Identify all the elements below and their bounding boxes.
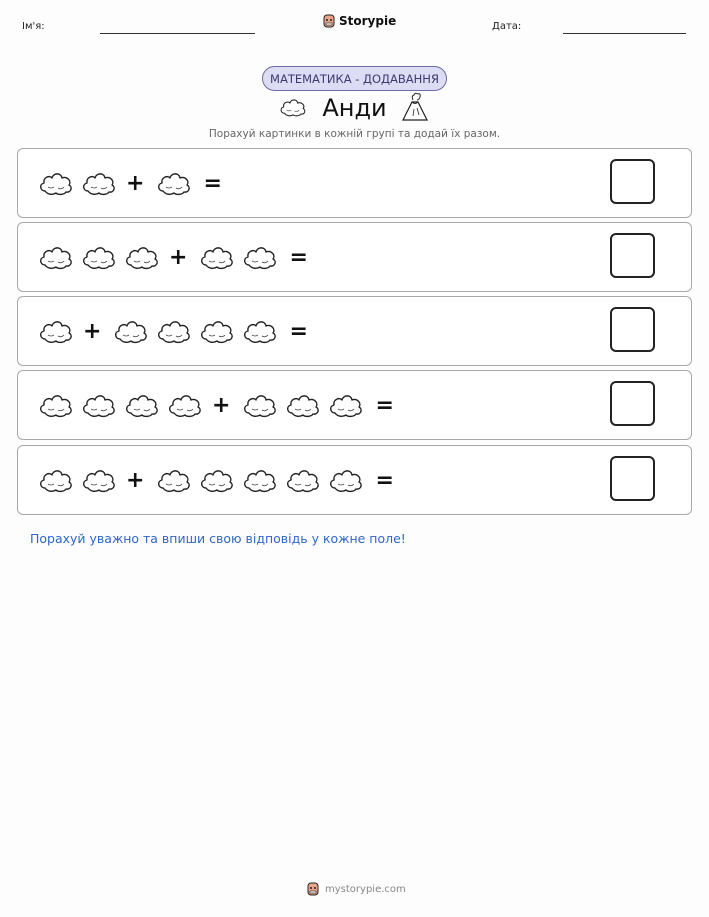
cloud-icon xyxy=(81,391,117,419)
answer-box[interactable] xyxy=(610,233,655,278)
cloud-icon xyxy=(38,169,74,197)
equals-sign: = xyxy=(375,467,394,493)
title-row xyxy=(0,92,709,124)
page-title: Анди xyxy=(322,94,387,122)
cloud-icon xyxy=(242,466,278,494)
volcano-icon xyxy=(400,92,430,122)
equation xyxy=(38,297,320,365)
site-footer xyxy=(306,881,406,897)
cloud-icon xyxy=(199,466,235,494)
cloud-icon xyxy=(285,466,321,494)
equation xyxy=(38,223,320,291)
plus-sign: + xyxy=(83,318,102,344)
plus-sign: + xyxy=(212,392,231,418)
name-line[interactable] xyxy=(100,33,255,34)
cloud-icon xyxy=(124,243,160,271)
cloud-icon xyxy=(113,317,149,345)
answer-box[interactable] xyxy=(610,456,655,501)
cloud-icon xyxy=(167,391,203,419)
brand-logo xyxy=(322,13,396,29)
date-line[interactable] xyxy=(563,33,686,34)
plus-sign: + xyxy=(126,467,145,493)
cloud-icon xyxy=(156,169,192,197)
name-label: Ім'я: xyxy=(22,21,45,32)
site-url: mystorypie.com xyxy=(325,883,406,895)
cloud-icon xyxy=(242,317,278,345)
cloud-icon xyxy=(38,391,74,419)
equals-sign: = xyxy=(289,244,308,270)
cloud-icon xyxy=(38,243,74,271)
subject-badge: МАТЕМАТИКА - ДОДАВАННЯ xyxy=(262,66,447,91)
cloud-icon xyxy=(156,466,192,494)
cloud-icon xyxy=(199,317,235,345)
brand-name: Storypie xyxy=(339,14,397,28)
cloud-icon xyxy=(81,169,117,197)
problem-row xyxy=(17,370,692,440)
storypie-mascot-icon xyxy=(306,881,320,897)
instruction-text: Порахуй картинки в кожній групі та додай їх разом. xyxy=(208,128,501,140)
answer-box[interactable] xyxy=(610,381,655,426)
cloud-icon xyxy=(124,391,160,419)
cloud-icon xyxy=(38,466,74,494)
cloud-icon xyxy=(285,391,321,419)
cloud-icon xyxy=(156,317,192,345)
cloud-icon xyxy=(328,466,364,494)
storypie-mascot-icon xyxy=(322,13,336,29)
equation xyxy=(38,149,234,217)
cloud-icon xyxy=(242,243,278,271)
equation xyxy=(38,446,406,514)
equals-sign: = xyxy=(203,170,222,196)
answer-box[interactable] xyxy=(610,307,655,352)
cloud-icon xyxy=(81,466,117,494)
date-label: Дата: xyxy=(492,21,522,32)
footer-note: Порахуй уважно та впиши свою відповідь у кожне поле! xyxy=(30,531,406,546)
answer-box[interactable] xyxy=(610,159,655,204)
problem-row xyxy=(17,148,692,218)
cloud-icon xyxy=(38,317,74,345)
cloud-icon xyxy=(81,243,117,271)
plus-sign: + xyxy=(169,244,188,270)
plus-sign: + xyxy=(126,170,145,196)
cloud-icon xyxy=(328,391,364,419)
cloud-icon xyxy=(242,391,278,419)
problem-row xyxy=(17,445,692,515)
problem-row xyxy=(17,222,692,292)
problem-row xyxy=(17,296,692,366)
equation xyxy=(38,371,406,439)
cloud-icon xyxy=(199,243,235,271)
equals-sign: = xyxy=(375,392,394,418)
equals-sign: = xyxy=(289,318,308,344)
